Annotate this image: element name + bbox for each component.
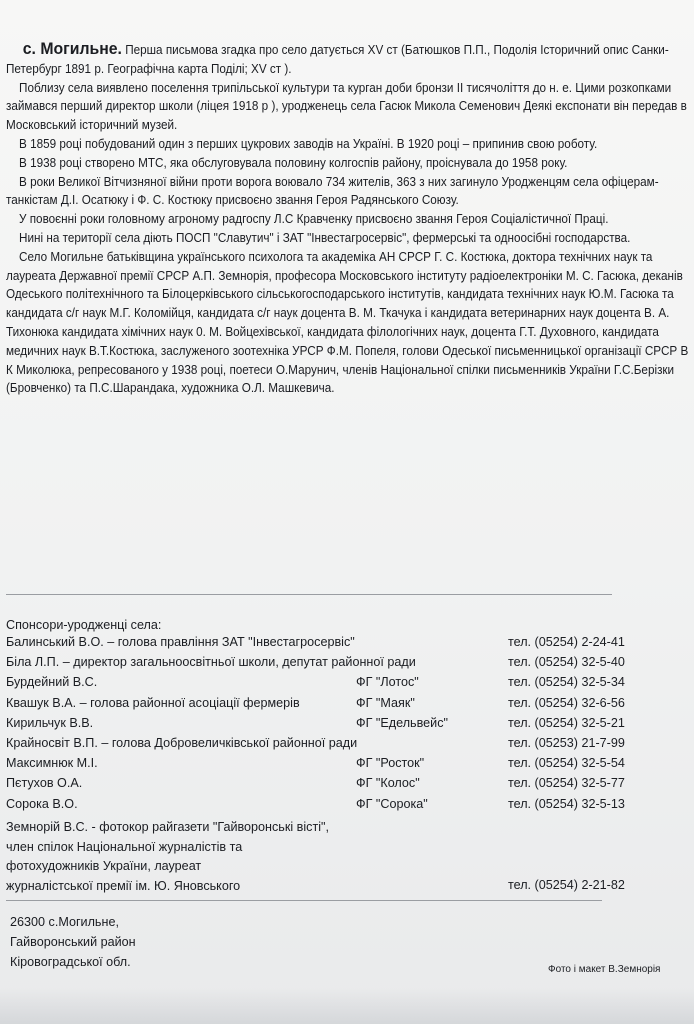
sponsor-farm: ФГ "Маяк" (356, 695, 415, 710)
photographer-phone: тел. (05254) 2-21-82 (508, 878, 625, 892)
war-paragraph: В роки Великої Вітчизняної війни проти ворога воювало 734 жителів, 363 з них загинуло Уродженцям села офіцерам-танкістам Д.І. Осатюку і Ф. С. Костюку присвоєно звання Героя Радянського Союзу. (6, 174, 659, 208)
photographer-line-1: Земнорій В.С. - фотокор райгазети "Гайворонські вісті", (6, 820, 329, 834)
sponsor-row (6, 675, 690, 695)
sponsor-phone: тел. (05254) 32-5-77 (508, 776, 625, 791)
intro-text: Перша письмова згадка про село датується XV ст (Батюшков П.П., Подолія Історичний опис Санки-Петербург 1891 р. Географічна карта Поділі; XV ст ). (6, 43, 669, 76)
sponsor-photographer (6, 818, 625, 896)
sponsor-phone: тел. (05254) 32-5-34 (508, 675, 625, 690)
photographer-line-3: фотохудожників України, лауреат (6, 859, 202, 874)
postwar-paragraph: У повоєнні роки головному агроному радгоспу Л.С Кравченку присвоєно звання Героя Соціалістичної Праці. (19, 212, 609, 227)
sponsor-name: Бурдейний В.С. (6, 675, 98, 690)
photographer-line-4: журналістської премії ім. Ю. Яновського (6, 878, 241, 893)
sponsor-name: Кирильчук В.В. (6, 715, 94, 730)
sponsor-list (6, 635, 690, 817)
sponsor-name: Біла Л.П. – директор загальноосвітньої школи, депутат районної ради (6, 655, 416, 670)
divider-top (6, 594, 612, 595)
photo-credit: Фото і макет В.Земнорія (548, 964, 661, 975)
sponsor-phone: тел. (05254) 32-5-13 (508, 796, 625, 811)
village-history-article (6, 40, 690, 398)
sponsor-row (6, 797, 690, 817)
intro-paragraph (6, 40, 690, 79)
archaeology-paragraph: Поблизу села виявлено поселення трипільської культури та курган доби бронзи ІІ тисячоліття до н. е. Цими розкопками займався перший директор школи (ліцея 1918 р ), уродженець села Гасюк Микола Семенович Деякі експонати він передав в Московський історичний музей. (6, 80, 687, 133)
sponsor-phone: тел. (05254) 32-6-56 (508, 695, 625, 710)
sponsor-row (6, 776, 690, 796)
sponsor-name: Сорока В.О. (6, 796, 78, 811)
sponsor-row (6, 716, 690, 736)
sponsor-farm: ФГ "Колос" (356, 776, 420, 791)
mts-paragraph: В 1938 році створено МТС, яка обслуговувала половину колгоспів району, проіснувала до 1958 року. (19, 155, 568, 170)
photographer-line-2: член спілок Національної журналістів та (6, 839, 243, 854)
sponsor-name: Пєтухов О.А. (6, 776, 83, 791)
sponsor-phone: тел. (05254) 32-5-54 (508, 756, 625, 771)
address-line-1: 26300 с.Могильне, (10, 915, 119, 929)
sponsor-phone: тел. (05254) 2-24-41 (508, 635, 625, 649)
page-shadow (0, 988, 694, 1024)
sponsor-row (6, 696, 690, 716)
sponsor-name: Балинський В.О. – голова правління ЗАТ "Інвестагросервіс" (6, 635, 355, 649)
address-line-2: Гайворонський район (10, 935, 136, 949)
sponsor-farm: ФГ "Росток" (356, 756, 425, 771)
sponsor-row (6, 655, 690, 675)
sponsor-phone: тел. (05253) 21-7-99 (508, 735, 625, 750)
sponsor-row (6, 736, 690, 756)
sponsor-row (6, 635, 690, 655)
sponsor-farm: ФГ "Едельвейс" (356, 715, 448, 730)
enterprises-paragraph: Нині на території села діють ПОСП "Славутич" і ЗАТ "Інвестагросервіс", фермерські та одноосібні господарства. (19, 230, 631, 245)
sponsor-name: Крайносвіт В.П. – голова Добровеличківської районної ради (6, 735, 358, 750)
address-line-3: Кіровоградської обл. (10, 955, 131, 969)
sponsor-phone: тел. (05254) 32-5-21 (508, 715, 625, 730)
sugar-factory-paragraph: В 1859 році побудований один з перших цукрових заводів на Україні. В 1920 році – припинив свою роботу. (19, 136, 598, 151)
sponsor-phone: тел. (05254) 32-5-40 (508, 655, 625, 670)
sponsor-farm: ФГ "Лотос" (356, 675, 419, 690)
sponsor-name: Квашук В.А. – голова районної асоціації фермерів (6, 695, 300, 710)
postal-address (10, 912, 136, 972)
sponsor-farm: ФГ "Сорока" (356, 796, 428, 811)
sponsors-title: Спонсори-уродженці села: (6, 618, 162, 632)
divider-bottom (6, 900, 602, 901)
sponsor-name: Максимнюк М.І. (6, 756, 98, 771)
notable-people-paragraph: Село Могильне батьківщина українського психолога та академіка АН СРСР Г. С. Костюка, доктора технічних наук та лауреата Державної премії СРСР А.П. Земнорія, професора Московського інституту радіоелектроніки М. С. Гасюка, деканів Одеського політехнічного та Білоцерківського сільськогосподарського інститутів, кандидата технічних наук Ю.М. Гасюка та кандидата с/г наук М.Г. Коломійця, кандидата с/г наук доцента В. М. Ткачука і кандидата ветеринарних наук доцента В. А. Тихонюка кандидата хімічних наук 0. М. Войцехівської, кандидата філологічних наук, доцента Г.Т. Духовного, кандидата медичних наук В.Т.Костюка, заслуженого зоотехніка УРСР Ф.М. Попеля, голови Одеської письменницької організації СРСР В К Миколюка, репресованого у 1938 році, поетеси О.Марунич, членів Національної спілки письменників України Г.С.Берізки (Бровченко) та П.С.Шарандака, художника О.Л. Машкевича. (6, 249, 689, 396)
sponsor-row (6, 756, 690, 776)
village-heading: с. Могильне. (22, 39, 122, 58)
